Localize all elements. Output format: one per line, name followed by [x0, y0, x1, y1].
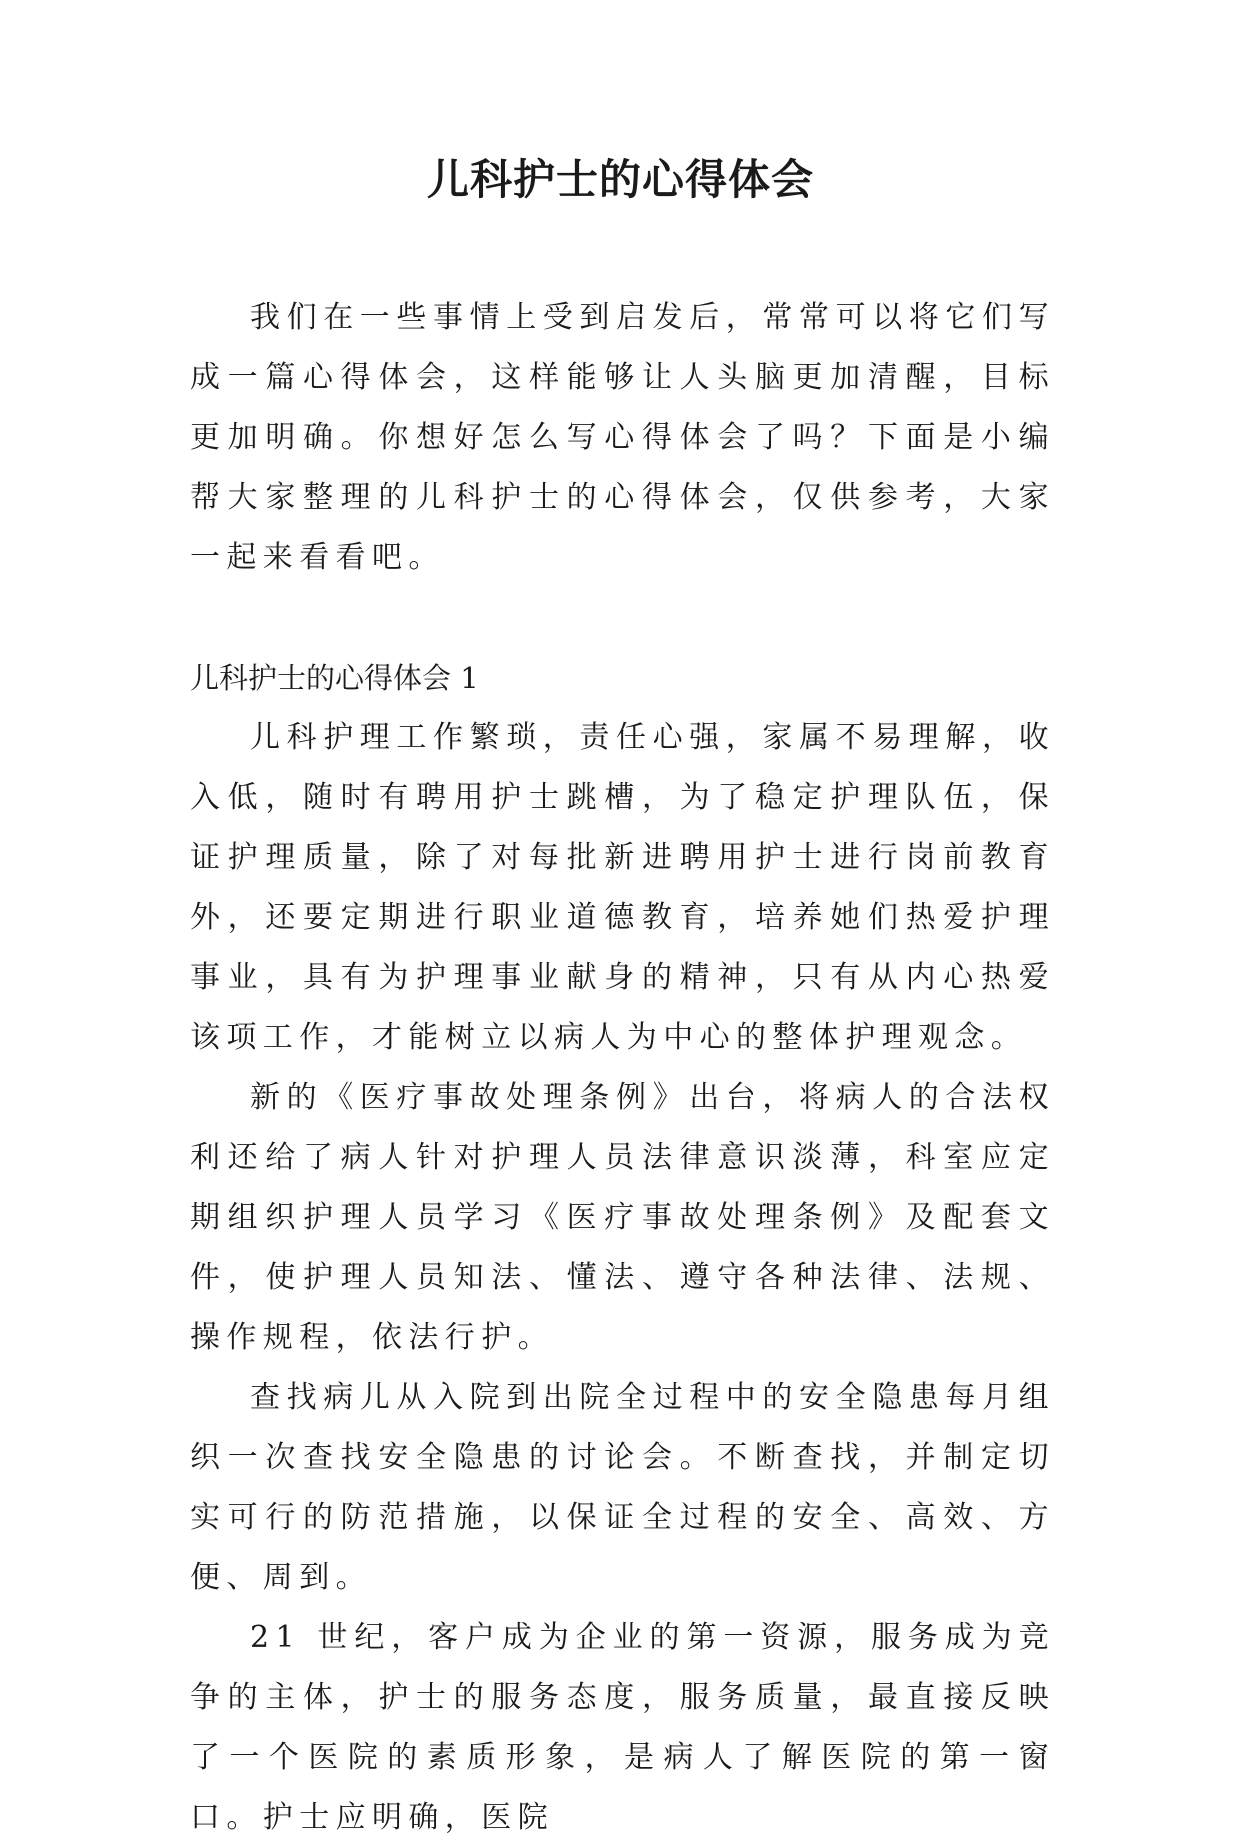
document-body: [190, 288, 1055, 1848]
body-paragraph: 儿科护理工作繁琐，责任心强，家属不易理解，收入低，随时有聘用护士跳槽，为了稳定护理队伍，保证护理质量，除了对每批新进聘用护士进行岗前教育外，还要定期进行职业道德教育，培养她们热爱护理事业，具有为护理事业献身的精神，只有从内心热爱该项工作，才能树立以病人为中心的整体护理观念。: [190, 720, 1055, 1055]
body-paragraph: 新的《医疗事故处理条例》出台，将病人的合法权利还给了病人针对护理人员法律意识淡薄，科室应定期组织护理人员学习《医疗事故处理条例》及配套文件，使护理人员知法、懂法、遵守各种法律、法规、操作规程，依法行护。: [190, 1080, 1055, 1355]
body-paragraph: 查找病儿从入院到出院全过程中的安全隐患每月组织一次查找安全隐患的讨论会。不断查找，并制定切实可行的防范措施，以保证全过程的安全、高效、方便、周到。: [190, 1380, 1055, 1595]
intro-paragraph: 我们在一些事情上受到启发后，常常可以将它们写成一篇心得体会，这样能够让人头脑更加清醒，目标更加明确。你想好怎么写心得体会了吗？下面是小编帮大家整理的儿科护士的心得体会，仅供参考，大家一起来看看吧。: [190, 300, 1055, 575]
document-title: 儿科护士的心得体会: [426, 155, 814, 204]
section-heading: 儿科护士的心得体会 1: [190, 661, 479, 695]
body-paragraph: 21 世纪，客户成为企业的第一资源，服务成为竞争的主体，护士的服务态度，服务质量，最直接反映了一个医院的素质形象，是病人了解医院的第一窗口。护士应明确，医院: [190, 1620, 1055, 1835]
